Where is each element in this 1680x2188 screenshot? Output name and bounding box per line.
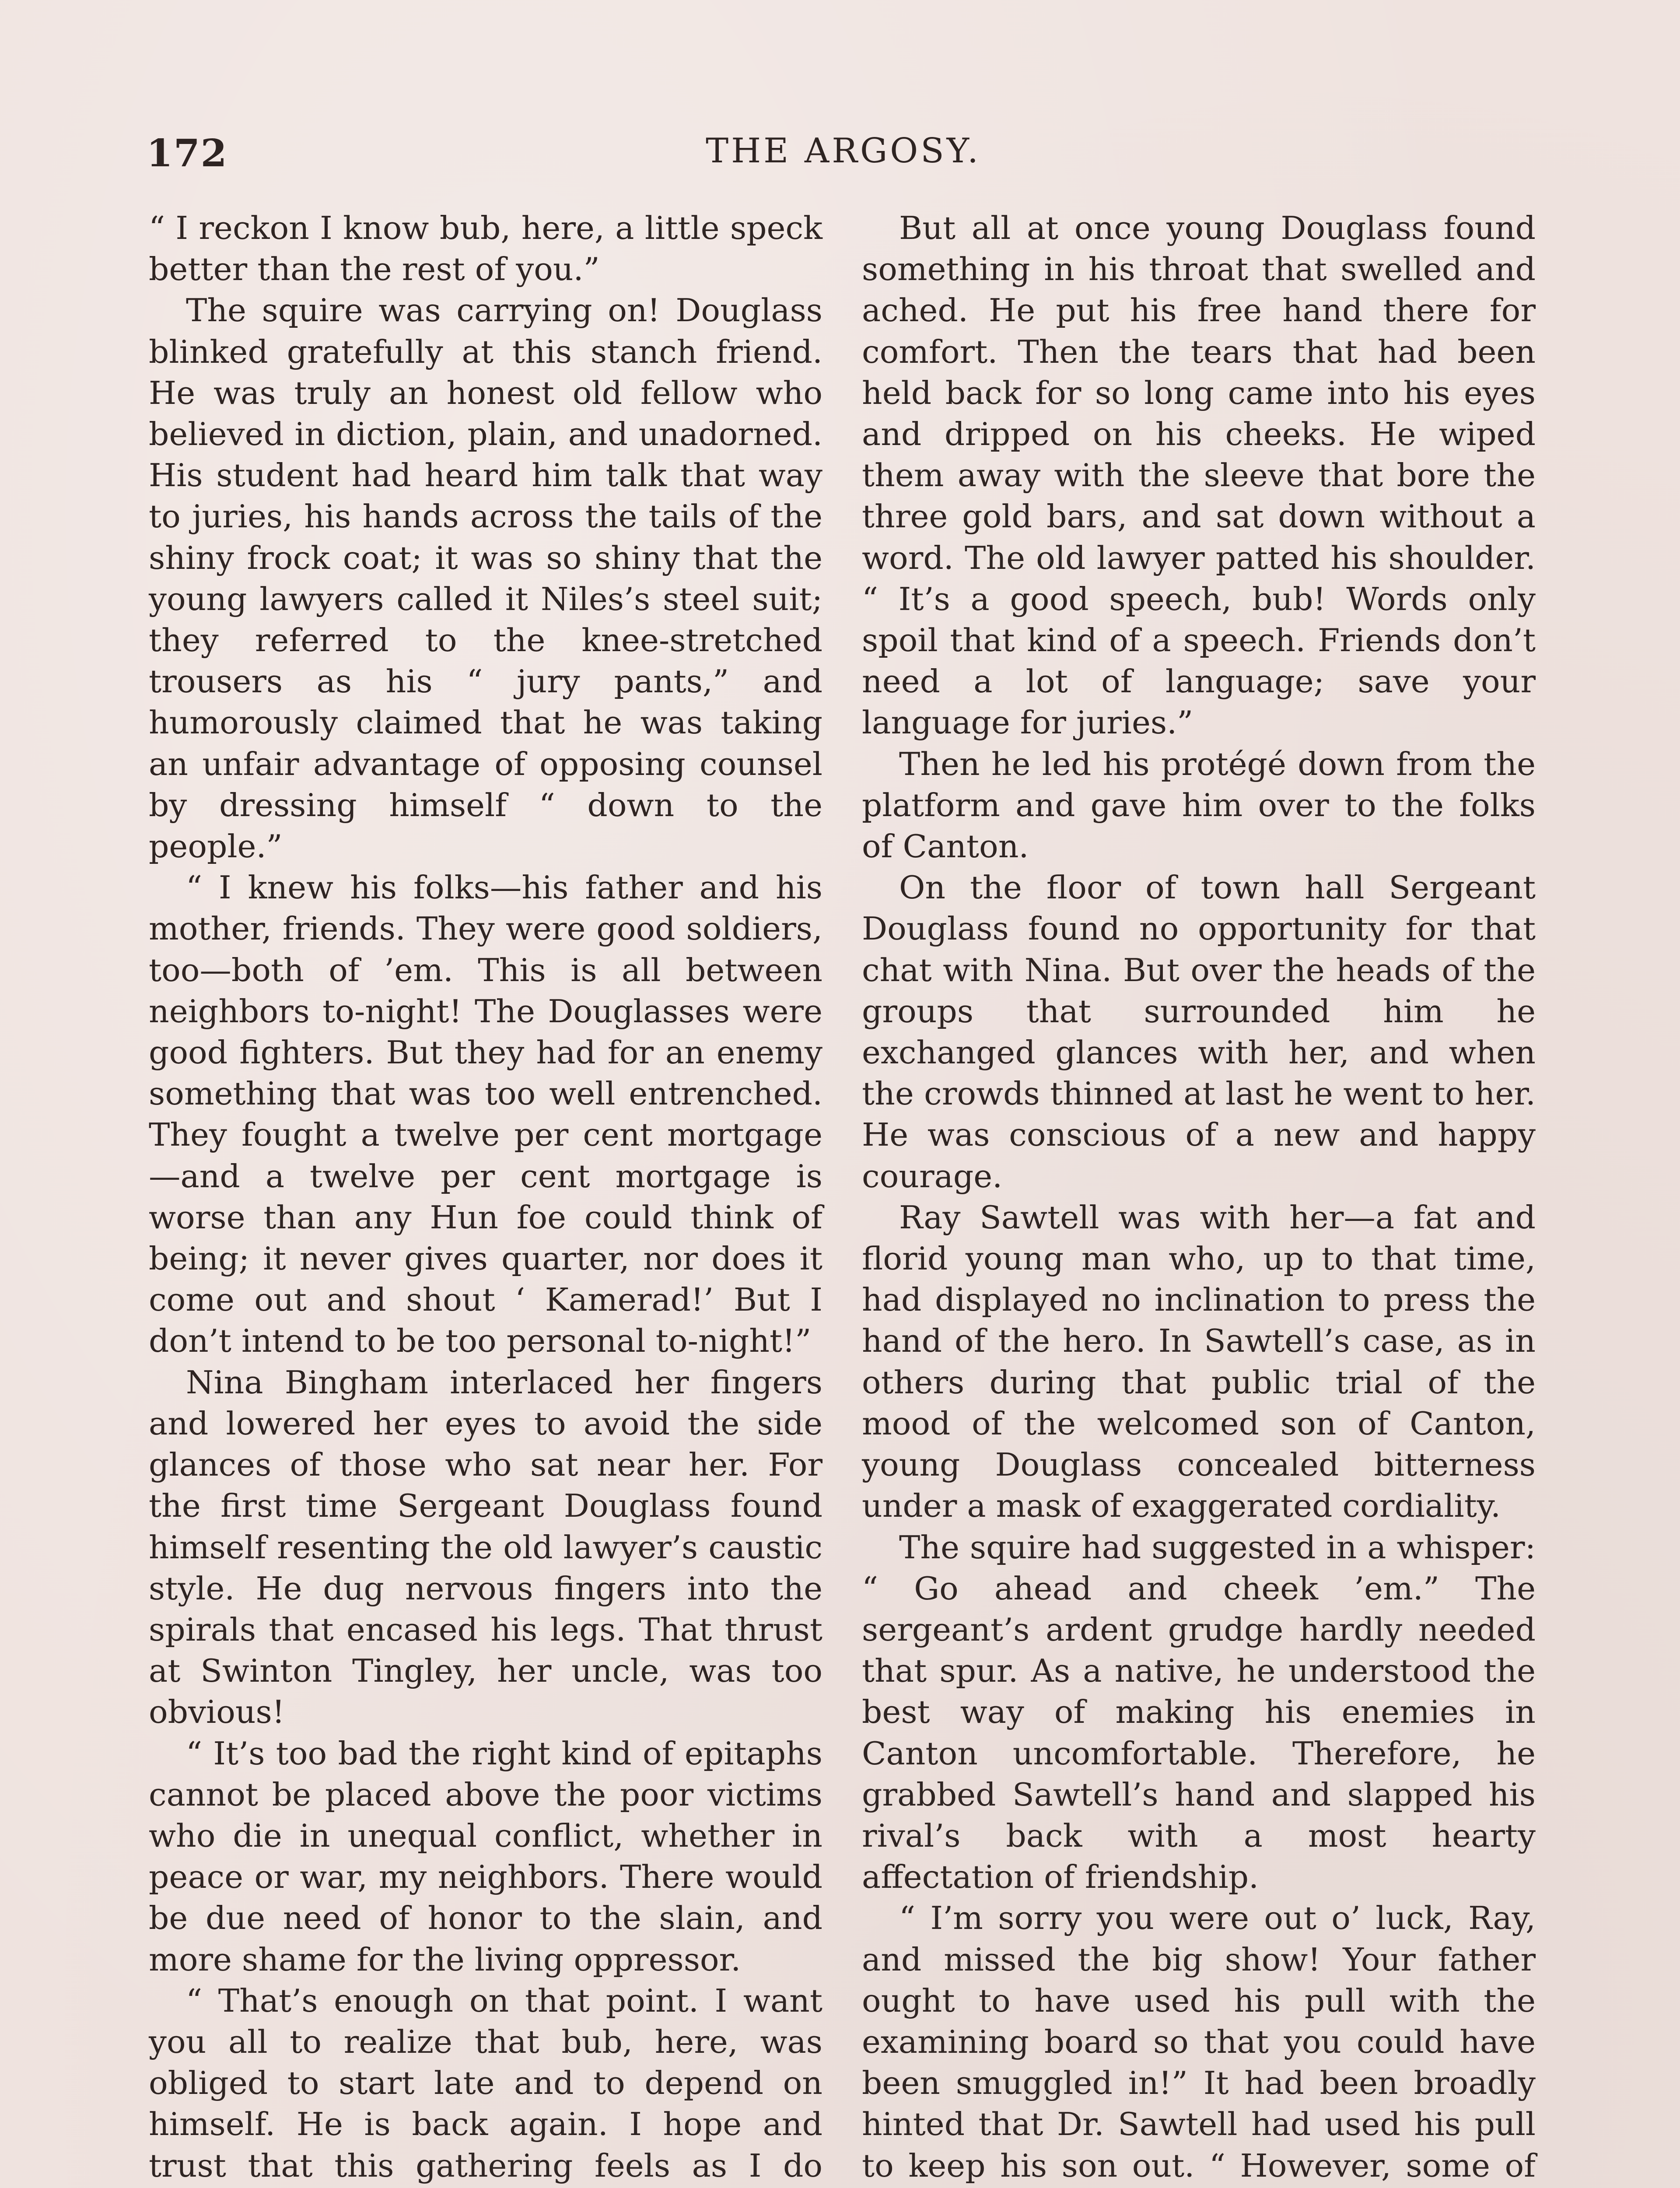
paragraph: “ That’s enough on that point. I want you all to realize that bub, here, was obliged to start late and to depend on himself. He is back again. I hope and trust that this gathering feels as I do <box>149 1982 822 2184</box>
paragraph: The squire had suggested in a whisper: “ Go ahead and cheek ’em.” The sergeant’s ardent grudge hardly needed that spur. As a native, he understood the best way of making his enemies in Canton uncomfortable. Therefore, he grabbed Sawtell’s hand and slapped his rival’s back with a most hearty affectation of friendship. <box>862 1529 1536 1896</box>
right-column <box>862 208 1536 2188</box>
paragraph: Then he led his protégé down from the platform and gave him over to the folks of Canton. <box>862 746 1536 866</box>
running-head: THE ARGOSY. <box>706 131 981 171</box>
paragraph: “ I reckon I know bub, here, a little speck better than the rest of you.” <box>149 210 822 288</box>
page-header <box>147 127 1540 184</box>
paragraph: “ It’s too bad the right kind of epitaphs cannot be placed above the poor victims who die in unequal conflict, whether in peace or war, my neighbors. There would be due need of honor to the slain, and more shame for the living oppressor. <box>149 1735 822 1978</box>
paragraph: “ I’m sorry you were out o’ luck, Ray, and missed the big show! Your father ought to have used his pull with the examining board so that you could have been smuggled in!” It had been broadly hinted that Dr. Sawtell had used his pull to keep his son out. “ However, some of <box>862 1900 1536 2184</box>
left-column <box>149 208 822 2188</box>
page-number: 172 <box>147 131 228 175</box>
paragraph: Nina Bingham interlaced her fingers and lowered her eyes to avoid the side glances of those who sat near her. For the first time Sergeant Douglass found himself resenting the old lawyer’s caustic style. He dug nervous fingers into the spirals that encased his legs. That thrust at Swinton Tingley, her uncle, was too obvious! <box>149 1364 822 1731</box>
paragraph: But all at once young Douglass found something in his throat that swelled and ached. He put his free hand there for comfort. Then the tears that had been held back for so long came into his eyes and dripped on his cheeks. He wiped them away with the sleeve that bore the three gold bars, and sat down without a word. The old lawyer patted his shoulder. “ It’s a good speech, bub! Words only spoil that kind of a speech. Friends don’t need a lot of language; save your language for juries.” <box>862 210 1536 742</box>
paragraph: “ I knew his folks—his father and his mother, friends. They were good soldiers, too—both of ’em. This is all between neighbors to-night! The Douglasses were good fighters. But they had for an enemy something that was too well entrenched. They fought a twelve per cent mortgage—and a twelve per cent mortgage is worse than any Hun foe could think of being; it never gives quarter, nor does it come out and shout ‘ Kamerad!’ But I don’t intend to be too personal to-night!” <box>149 870 822 1360</box>
paragraph: On the floor of town hall Sergeant Douglass found no opportunity for that chat with Nina. But over the heads of the groups that surrounded him he exchanged glances with her, and when the crowds thinned at last he went to her. He was conscious of a new and happy courage. <box>862 870 1536 1195</box>
paragraph: Ray Sawtell was with her—a fat and florid young man who, up to that time, had displayed no inclination to press the hand of the hero. In Sawtell’s case, as in others during that public trial of the mood of the welcomed son of Canton, young Douglass concealed bitterness under a mask of exaggerated cordiality. <box>862 1199 1536 1525</box>
paragraph: The squire was carrying on! Douglass blinked gratefully at this stanch friend. He was truly an honest old fellow who believed in diction, plain, and unadorned. His student had heard him talk that way to juries, his hands across the tails of the shiny frock coat; it was so shiny that the young lawyers called it Niles’s steel suit; they referred to the knee-stretched trousers as his “ jury pants,” and humorously claimed that he was taking an unfair advantage of opposing counsel by dressing himself “ down to the people.” <box>149 292 822 866</box>
